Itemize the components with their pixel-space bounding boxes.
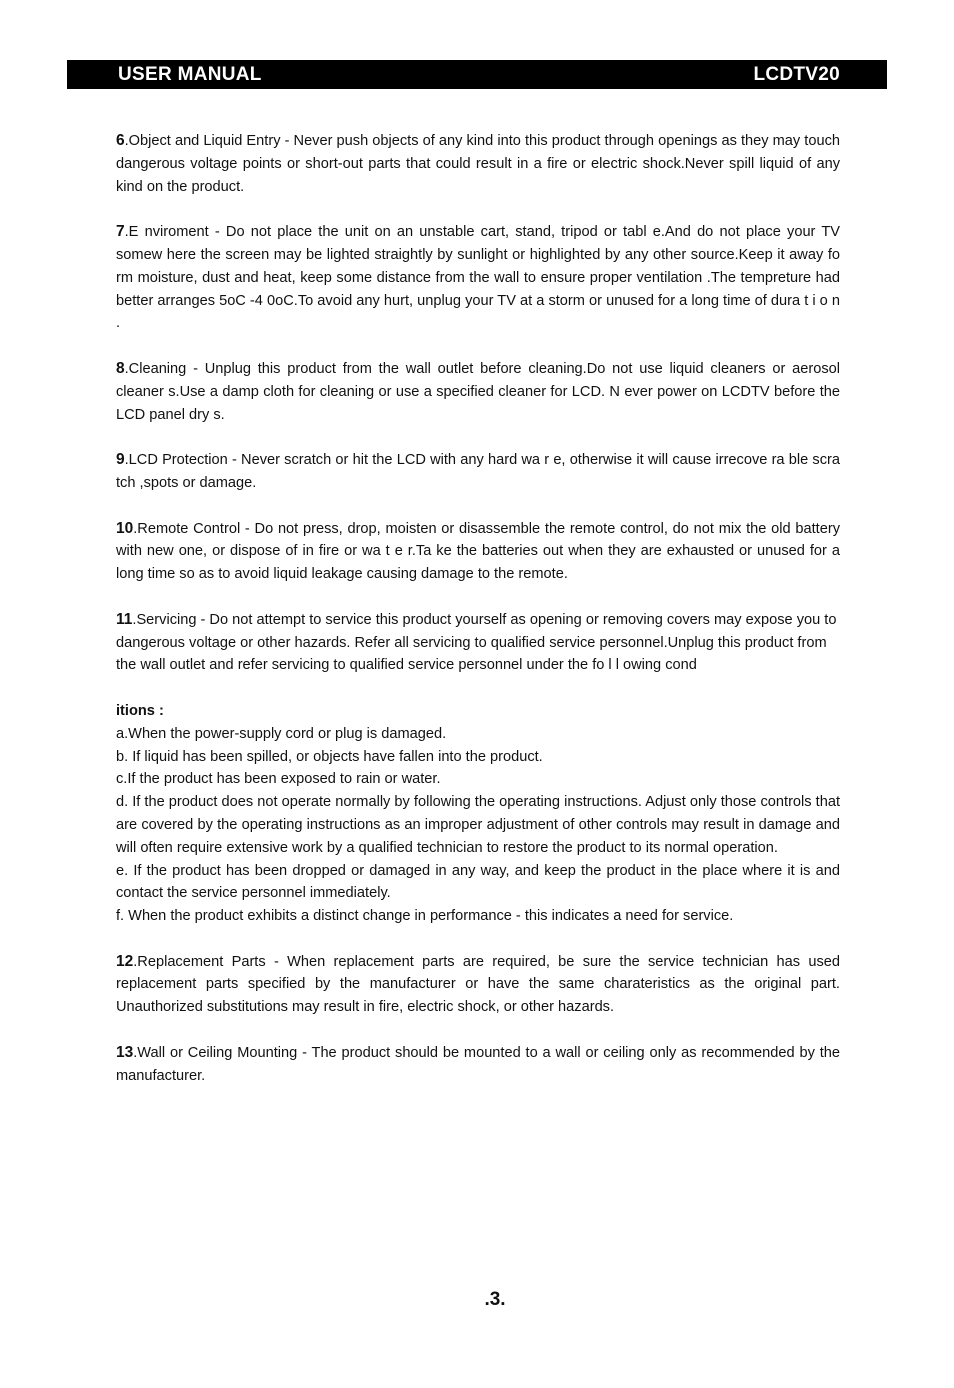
- item-text: .Replacement Parts - When replacement parts are required, be sure the service technician has used replacement parts specified by the manufacturer or have the same charateristics as the original part. Unauthorized substitutions may result in fire, electric shock, or other hazards.: [116, 953, 840, 1016]
- header-model: LCDTV20: [753, 63, 840, 85]
- item-text: .Object and Liquid Entry - Never push objects of any kind into this product through openings as they may touch dangerous voltage points or short-out parts that could result in a fire or electric shock.Never spill liquid of any kind on the product.: [116, 133, 840, 195]
- condition-a: a.When the power-supply cord or plug is damaged.: [116, 725, 447, 742]
- item-text: .Cleaning - Unplug this product from the wall outlet before cleaning.Do not use liquid cleaners or aerosol cleaner s.Use a damp cloth for cleaning or use a specified cleaner for LCD. N ever power on LCDTV before the LCD panel dry s.: [116, 360, 840, 423]
- item-number: 8: [116, 359, 125, 377]
- item-text: .Servicing - Do not attempt to service this product yourself as opening or removing covers may expose you to dangerous voltage or other hazards. Refer all servicing to qualified service personnel.Unplug this product from the wall outlet and refer servicing to qualified service personnel under the fo l l owing cond: [116, 611, 837, 674]
- item-6: [116, 130, 840, 198]
- item-8: [116, 358, 840, 426]
- manual-body: [116, 130, 840, 1110]
- item-number: 10: [116, 519, 134, 537]
- item-7: [116, 221, 840, 335]
- item-9: [116, 449, 840, 495]
- item-number: 13: [116, 1043, 134, 1061]
- item-13: [116, 1042, 840, 1088]
- item-11: [116, 609, 840, 677]
- item-10: [116, 518, 840, 586]
- item-text: .Remote Control - Do not press, drop, moisten or disassemble the remote control, do not mix the old battery with new one, or dispose of in fire or wa t e r.Ta ke the batteries out when they are exhausted or unused for a long time so as to avoid liquid leakage causing damage to the remote.: [116, 520, 840, 583]
- condition-b: b. If liquid has been spilled, or objects have fallen into the product.: [116, 748, 543, 765]
- item-text: .E nviroment - Do not place the unit on an unstable cart, stand, tripod or tabl e.And do not place your TV somew here the screen may be lighted straightly by sunlight or highlighted by any other source.Keep it away fo rm moisture, dust and heat, keep some distance from the wall to ensure proper ventilation .The tempreture had better arranges 5oC -4 0oC.To avoid any hurt, unplug your TV at a storm or unused for a long time of dura t i o n .: [116, 224, 840, 332]
- item-number: 11: [116, 610, 133, 628]
- item-12: [116, 951, 840, 1019]
- condition-f: f. When the product exhibits a distinct change in performance - this indicates a need for service.: [116, 908, 734, 925]
- condition-e: e. If the product has been dropped or damaged in any way, and keep the product in the place where it is and contact the service personnel immediately.: [116, 862, 840, 902]
- item-number: 7: [116, 223, 125, 241]
- condition-c: c.If the product has been exposed to rain or water.: [116, 771, 441, 788]
- service-conditions: [116, 700, 840, 928]
- item-number: 9: [116, 451, 125, 469]
- item-text: .Wall or Ceiling Mounting - The product should be mounted to a wall or ceiling only as recommended by the manufacturer.: [116, 1044, 840, 1084]
- item-text: .LCD Protection - Never scratch or hit the LCD with any hard wa r e, otherwise it will cause irrecove ra ble scra tch ,spots or damage.: [116, 452, 840, 491]
- page-number: .3.: [484, 1289, 506, 1310]
- item-number: 6: [116, 132, 125, 149]
- header-title: USER MANUAL: [118, 63, 262, 85]
- conditions-heading: itions :: [116, 702, 164, 719]
- condition-d: d. If the product does not operate normally by following the operating instructions. Adjust only those controls that are covered by the operating instructions as an improper adjustment of other controls may result in damage and will often require extensive work by a qualified technician to restore the product to its normal operation.: [116, 794, 840, 856]
- manual-header-bar: [67, 60, 887, 89]
- item-number: 12: [116, 952, 134, 970]
